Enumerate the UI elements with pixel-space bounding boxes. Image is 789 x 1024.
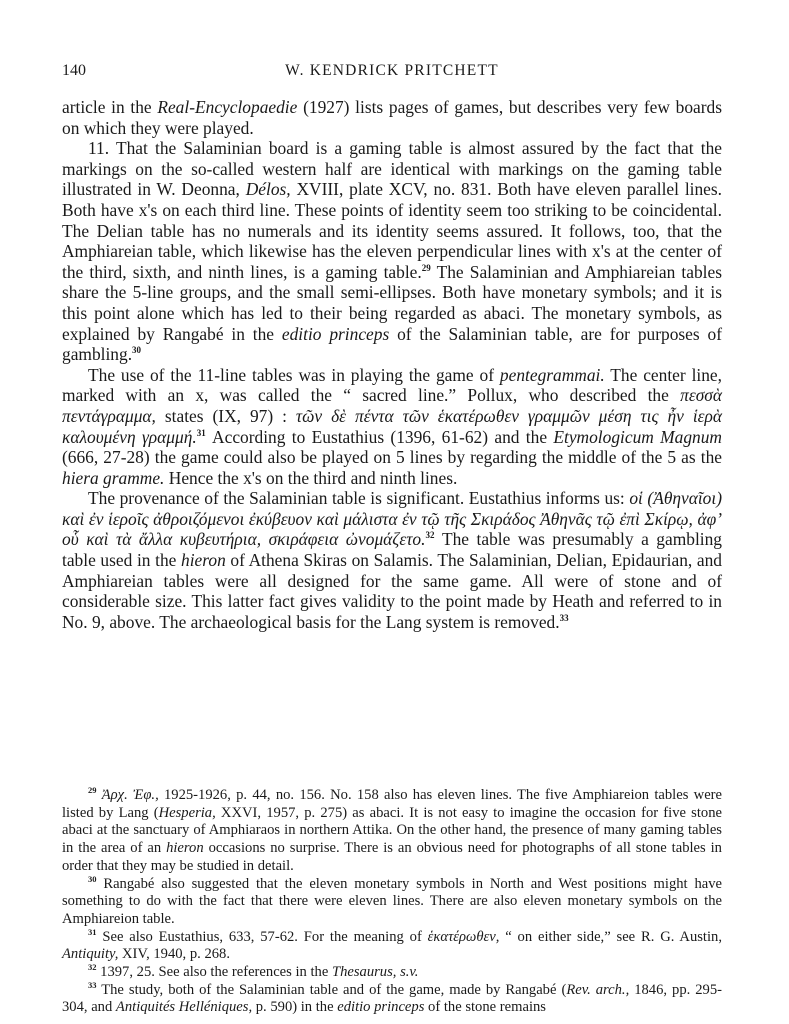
italic-run: hiera gramme. [62,467,165,488]
footnote-29 [62,787,722,876]
italic-run: editio princeps [281,323,390,344]
italic-run: pentegrammai. [499,364,605,385]
italic-run: Délos, [245,179,291,200]
italic-run: Antiquity, [62,946,119,963]
page-header [62,62,722,86]
footnote-number: 32 [88,962,97,973]
greek-abbrev: Ἀρχ. Ἐφ., [101,787,159,803]
footnote-ref-33[interactable]: 33 [559,613,569,624]
italic-run: Etymologicum Magnum [553,426,722,447]
italic-run: hieron [166,840,204,857]
footnote-number: 33 [88,979,97,990]
footnote-ref-29[interactable]: 29 [421,262,431,273]
text-run: (1927) lists pages of games, but describes very few boards on which they were played. [62,97,722,138]
paragraph-provenance [62,488,722,632]
text-run: See also Eustathius, 633, 57-62. For the meaning of [102,928,428,945]
text-run: “ on either side,” see R. G. Austin, [499,928,722,945]
text-run: of Athena Skiras on Salamis. The Salaminian, Delian, Epidaurian, and Amphiareian tables were all designed for the same game. All were of stone and of considerable size. This latter fact gives validity to the point made by Heath and referred to in No. 9, above. The archaeological basis for the Lang system is removed. [62,550,722,632]
paragraph-pentegrammai [62,365,722,489]
footnote-ref-32[interactable]: 32 [425,530,435,541]
greek-word: ἑκατέρωθεν, [427,928,500,945]
footnotes [62,787,722,1017]
footnote-ref-31[interactable]: 31 [196,427,206,438]
greek-quote: πεσσὰ πεντάγραμμα, [62,385,722,426]
text-run: The table was presumably a gambling table used in the [62,529,722,571]
italic-run: Antiquités Helléniques, [115,999,253,1016]
footnote-30 [62,873,722,929]
footnote-ref-30[interactable]: 30 [132,345,142,356]
text-run: The provenance of the Salaminian table is significant. Eustathius informs us: [88,488,630,509]
text-run: The Salaminian and Amphiareian tables share the 5-line groups, and the small semi-ellipses. Both have monetary symbols; and it is this point alone which has led to their being regarded as abaci. The monetary symbols, as explained by Rangabé in the [62,261,722,344]
paragraph-continued [62,97,722,138]
text-run: Rangabé also suggested that the eleven monetary symbols in North and West positions might have something to do with the fact that there were eleven lines. There are also eleven monetary symbols on the Amphiareion table. [62,875,722,927]
text-run: article in the [62,97,158,117]
text-run: XVIII, plate XCV, no. 831. Both have eleven parallel lines. Both have x's on each third line. These points of identity seem too striking to be coincidental. The Delian table has no numerals and its identity seems assured. It follows, too, that the Amphiareian table, which likewise has the eleven perpendicular lines with x's at the center of the third, sixth, and ninth lines, is a gaming table. [62,179,723,282]
text-run: of the stone remains [424,999,546,1016]
text-run: states (IX, 97) : [155,405,296,426]
footnote-32 [62,964,722,982]
footnote-31 [62,926,722,964]
text-run: XXVI, 1957, p. 275) as abaci. It is not easy to imagine the occasion for five stone abaci at the sanctuary of Amphiaraos in northern Attika. On the other hand, the presence of many gaming tables in the area of an [62,804,722,857]
running-head: W. KENDRICK PRITCHETT [285,62,499,79]
page-number: 140 [62,62,86,79]
text-run: 1846, pp. 295-304, and [62,981,722,1016]
text-run: Hence the x's on the third and ninth lines. [164,467,458,488]
footnote-number: 29 [88,785,97,796]
text-run: XIV, 1940, p. 268. [118,946,230,963]
italic-run: hieron [181,550,226,571]
italic-run: Rev. arch., [566,981,630,998]
text-run: occasions no surprise. There is an obvious need for photographs of all stone tables in order that they may be studied in detail. [62,840,722,874]
text-run: 1397, 25. See also the references in the [100,964,332,981]
text-run: of the Salaminian table, are for purposes of gambling. [62,323,722,365]
text-run: 11. That the Salaminian board is a gaming table is almost assured by the fact that the markings on the so-called western half are identical with markings on the gaming table illustrated in W. Deonna, [62,138,722,200]
greek-quote: τῶν δὲ πέντα τῶν ἑκατέρωθεν γραμμῶν μέση τις ἦν ἱερὰ καλουμένη γραμμή. [62,405,722,447]
italic-run: Hesperia, [158,804,216,821]
italic-run: editio princeps [337,999,425,1016]
text-run: p. 590) in the [252,999,338,1016]
text-run: 1925-1926, p. 44, no. 156. No. 158 also has eleven lines. The five Amphiareion tables were listed by Lang ( [62,787,723,821]
text-run: The use of the 11-line tables was in playing the game of [88,364,500,385]
italic-run: Real-Encyclopaedie [157,97,298,117]
body-text [62,97,722,632]
text-run: (666, 27-28) the game could also be played on 5 lines by regarding the middle of the 5 as the [62,447,722,468]
paragraph-11 [62,138,722,365]
footnote-number: 30 [88,873,97,884]
footnote-33 [62,979,722,1017]
text-run: The study, both of the Salaminian table and of the game, made by Rangabé ( [101,981,567,998]
footnote-number: 31 [88,926,97,937]
italic-run: Thesaurus, s.v. [331,964,419,981]
text-run: According to Eustathius (1396, 61-62) and the [205,426,554,447]
text-run: The center line, marked with an x, was called the “ sacred line.” Pollux, who described the [62,364,722,406]
greek-quote: οἱ (Ἀθηναῖοι) καὶ ἐν ἱεροῖς ἀθροιζόμενοι ἐκύβευον καὶ μάλιστα ἐν τῷ τῆς Σκιράδος Ἀθηνᾶς τῷ ἐπὶ Σκίρῳ, ἀφ’ οὗ καὶ τὰ ἄλλα κυβευτήρια, σκιράφεια ὠνομάζετο. [62,488,722,550]
